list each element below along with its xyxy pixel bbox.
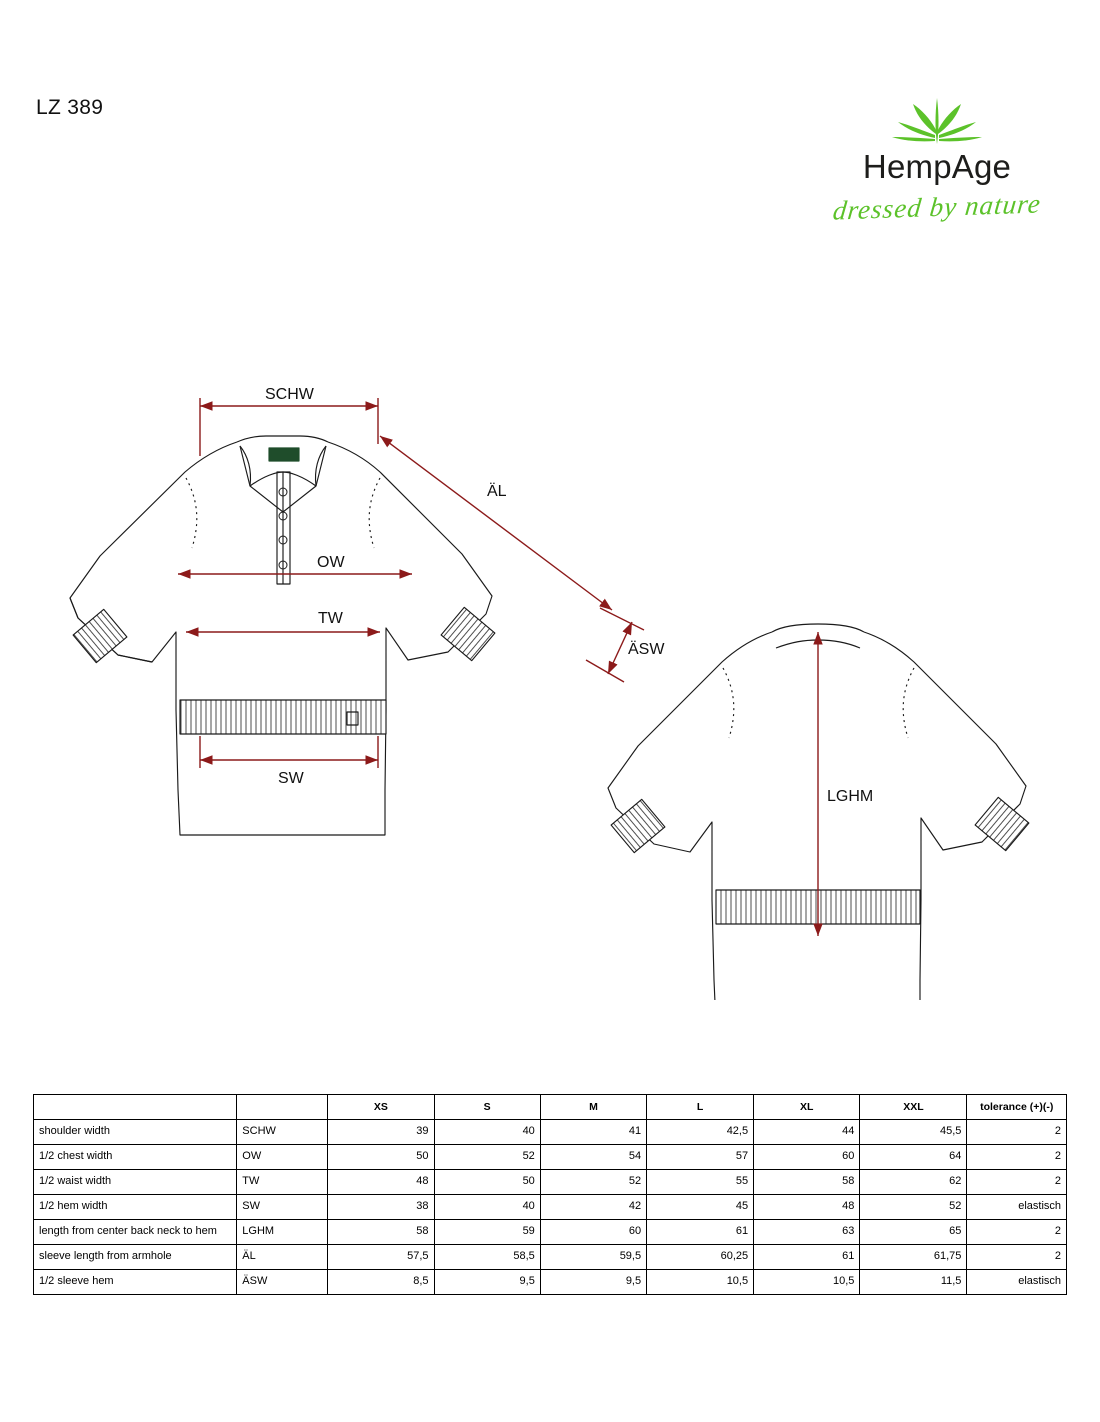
table-row <box>34 1195 1067 1220</box>
table-row <box>34 1145 1067 1170</box>
header-tolerance: tolerance (+)(-) <box>967 1095 1067 1120</box>
header-size-xs: XS <box>328 1095 434 1120</box>
measurement-table <box>33 1094 1067 1295</box>
cell-s: 58,5 <box>434 1245 540 1270</box>
cell-xl: 44 <box>754 1120 860 1145</box>
dim-label-tw: TW <box>314 610 347 628</box>
cell-s: 40 <box>434 1120 540 1145</box>
cell-m: 42 <box>540 1195 646 1220</box>
cell-xs: 58 <box>328 1220 434 1245</box>
cell-measure-abbr: LGHM <box>237 1220 328 1245</box>
cell-s: 50 <box>434 1170 540 1195</box>
cell-measure-name: 1/2 sleeve hem <box>34 1270 237 1295</box>
cell-xxl: 64 <box>860 1145 967 1170</box>
cell-m: 52 <box>540 1170 646 1195</box>
cell-measure-name: sleeve length from armhole <box>34 1245 237 1270</box>
cell-xxl: 61,75 <box>860 1245 967 1270</box>
cell-m: 54 <box>540 1145 646 1170</box>
cell-xl: 60 <box>754 1145 860 1170</box>
table-row <box>34 1170 1067 1195</box>
cell-l: 57 <box>647 1145 754 1170</box>
brand-tagline: dressed by nature <box>831 188 1043 226</box>
cell-xl: 48 <box>754 1195 860 1220</box>
cell-tolerance: 2 <box>967 1145 1067 1170</box>
brand-logo <box>812 88 1062 226</box>
cell-xxl: 11,5 <box>860 1270 967 1295</box>
cell-tolerance: elastisch <box>967 1195 1067 1220</box>
cell-l: 61 <box>647 1220 754 1245</box>
cell-xxl: 65 <box>860 1220 967 1245</box>
table-row <box>34 1120 1067 1145</box>
hemp-leaf-icon <box>877 88 997 146</box>
cell-tolerance: 2 <box>967 1245 1067 1270</box>
dim-label-sw: SW <box>274 770 308 788</box>
cell-xl: 58 <box>754 1170 860 1195</box>
cell-measure-abbr: ÄL <box>237 1245 328 1270</box>
cell-xxl: 62 <box>860 1170 967 1195</box>
cell-xs: 57,5 <box>328 1245 434 1270</box>
brand-name: HempAge <box>862 148 1012 185</box>
header-size-s: S <box>434 1095 540 1120</box>
cell-tolerance: 2 <box>967 1120 1067 1145</box>
cell-measure-abbr: SCHW <box>237 1120 328 1145</box>
header-measure-name <box>34 1095 237 1120</box>
cell-tolerance: elastisch <box>967 1270 1067 1295</box>
table-header-row <box>34 1095 1067 1120</box>
table-row <box>34 1245 1067 1270</box>
table-row <box>34 1270 1067 1295</box>
technical-drawing <box>0 360 1100 1000</box>
cell-l: 60,25 <box>647 1245 754 1270</box>
cell-measure-abbr: SW <box>237 1195 328 1220</box>
cell-xxl: 52 <box>860 1195 967 1220</box>
cell-measure-abbr: TW <box>237 1170 328 1195</box>
cell-l: 55 <box>647 1170 754 1195</box>
cell-xs: 39 <box>328 1120 434 1145</box>
header-measure-abbr <box>237 1095 328 1120</box>
cell-xs: 38 <box>328 1195 434 1220</box>
cell-xs: 48 <box>328 1170 434 1195</box>
cell-l: 10,5 <box>647 1270 754 1295</box>
cell-measure-name: shoulder width <box>34 1120 237 1145</box>
header-size-xl: XL <box>754 1095 860 1120</box>
cell-measure-abbr: ÄSW <box>237 1270 328 1295</box>
cell-measure-name: 1/2 waist width <box>34 1170 237 1195</box>
dim-label-asw: ÄSW <box>624 641 668 659</box>
cell-xs: 8,5 <box>328 1270 434 1295</box>
cell-l: 45 <box>647 1195 754 1220</box>
cell-xl: 10,5 <box>754 1270 860 1295</box>
cell-measure-name: 1/2 hem width <box>34 1195 237 1220</box>
dim-label-al: ÄL <box>483 483 511 501</box>
cell-s: 59 <box>434 1220 540 1245</box>
cell-l: 42,5 <box>647 1120 754 1145</box>
cell-s: 40 <box>434 1195 540 1220</box>
dim-label-ow: OW <box>313 554 349 572</box>
header-size-l: L <box>647 1095 754 1120</box>
garment-sketches <box>0 360 1100 1000</box>
cell-m: 41 <box>540 1120 646 1145</box>
cell-m: 9,5 <box>540 1270 646 1295</box>
cell-xs: 50 <box>328 1145 434 1170</box>
cell-xxl: 45,5 <box>860 1120 967 1145</box>
cell-s: 9,5 <box>434 1270 540 1295</box>
header-size-m: M <box>540 1095 646 1120</box>
cell-s: 52 <box>434 1145 540 1170</box>
table-row <box>34 1220 1067 1245</box>
cell-m: 60 <box>540 1220 646 1245</box>
dim-label-schw: SCHW <box>261 386 318 404</box>
cell-xl: 61 <box>754 1245 860 1270</box>
dim-label-lghm: LGHM <box>823 788 877 806</box>
cell-measure-name: 1/2 chest width <box>34 1145 237 1170</box>
cell-xl: 63 <box>754 1220 860 1245</box>
cell-tolerance: 2 <box>967 1220 1067 1245</box>
cell-measure-name: length from center back neck to hem <box>34 1220 237 1245</box>
page-title: LZ 389 <box>36 96 104 119</box>
header-size-xxl: XXL <box>860 1095 967 1120</box>
cell-tolerance: 2 <box>967 1170 1067 1195</box>
cell-measure-abbr: OW <box>237 1145 328 1170</box>
cell-m: 59,5 <box>540 1245 646 1270</box>
